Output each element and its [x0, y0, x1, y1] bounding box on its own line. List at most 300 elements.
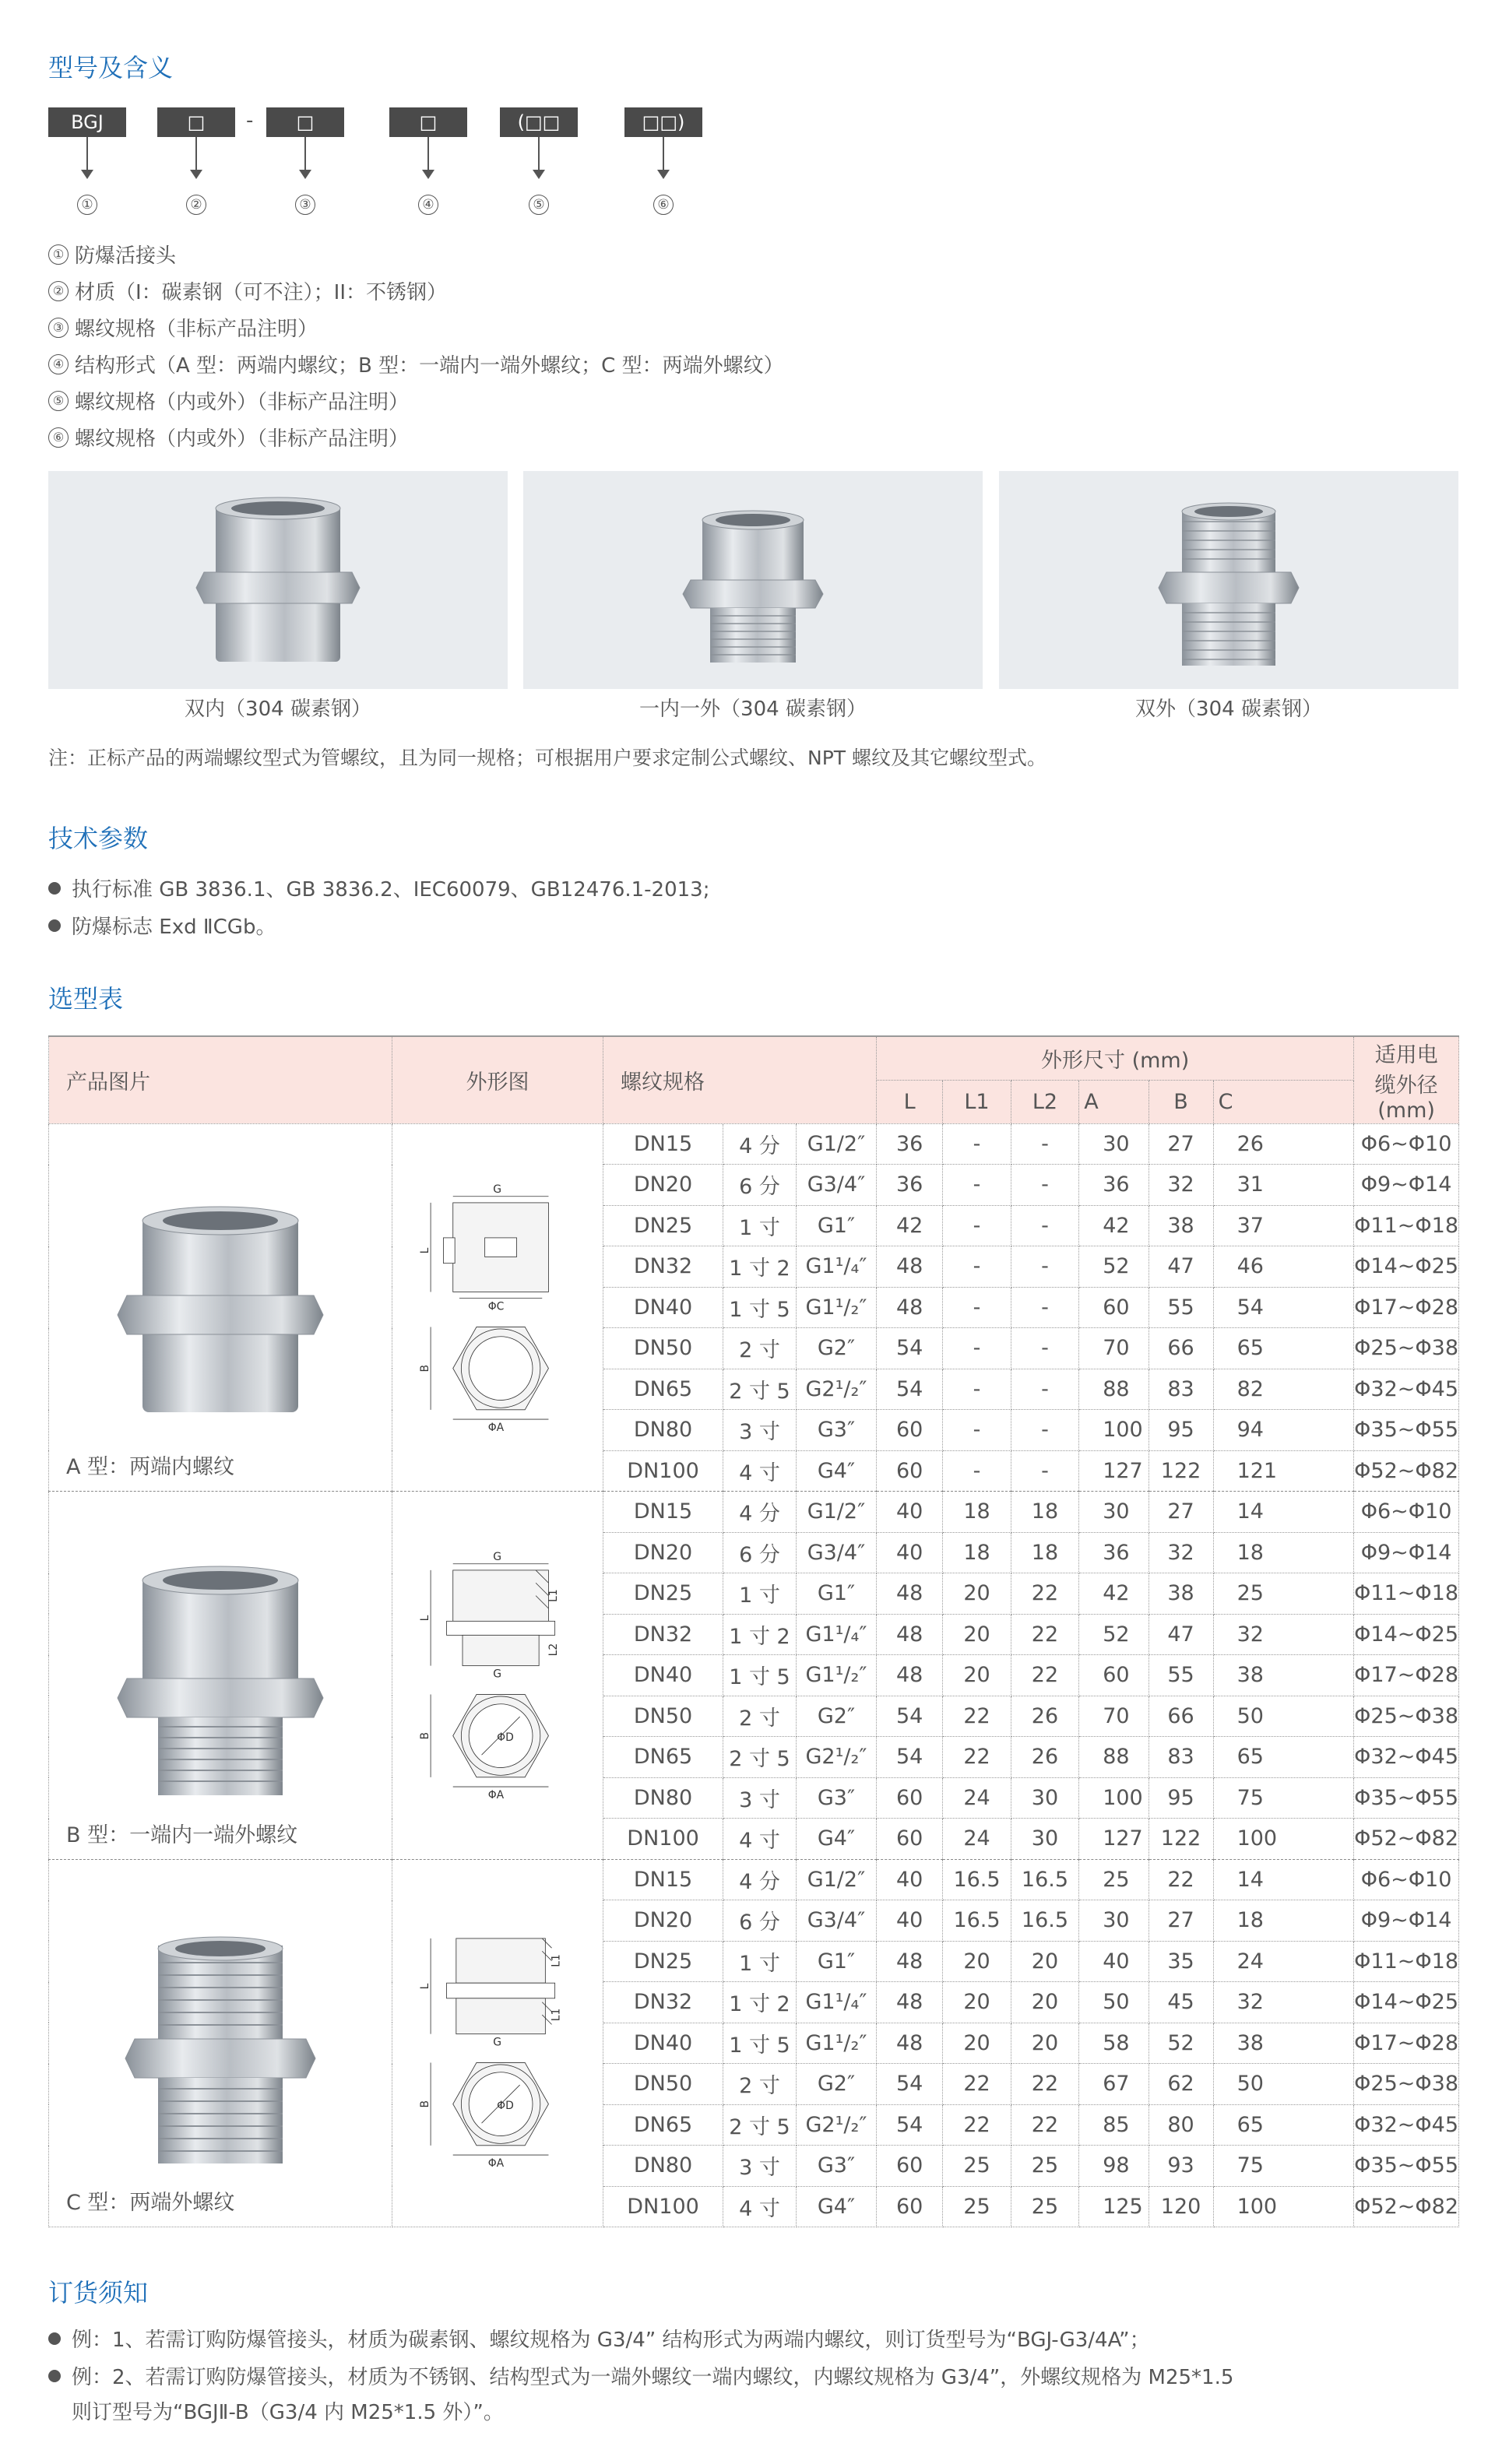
table-cell: 20: [1011, 1982, 1078, 2023]
tech-param-2: 防爆标志 Exd ⅡCGb。: [48, 911, 276, 940]
table-cell: DN15: [603, 1492, 723, 1533]
table-cell: 22: [1149, 1859, 1213, 1900]
table-cell: DN50: [603, 1696, 723, 1737]
product-photo: [49, 1179, 392, 1459]
table-cell: 18: [1011, 1532, 1078, 1573]
table-cell: 25: [1213, 1573, 1354, 1615]
table-cell: 46: [1213, 1246, 1354, 1288]
table-cell: Φ17~Φ28: [1354, 1287, 1459, 1328]
type-caption: B 型：一端内一端外螺纹: [66, 1823, 298, 1847]
code-arrow-line: [663, 137, 664, 171]
table-cell: G4″: [796, 1450, 876, 1492]
table-cell: DN25: [603, 1205, 723, 1246]
table-cell: 40: [877, 1900, 943, 1942]
table-cell: 125: [1079, 2186, 1149, 2227]
table-cell: 3 寸: [723, 1410, 797, 1451]
table-cell: 18: [1213, 1900, 1354, 1942]
table-cell: 47: [1149, 1246, 1213, 1288]
product-photo: [49, 1914, 392, 2195]
table-cell: G1¹/₂″: [796, 1655, 876, 1696]
table-cell: 42: [877, 1205, 943, 1246]
header-drawing: 外形图: [392, 1036, 603, 1123]
table-cell: 25: [1011, 2146, 1078, 2187]
table-cell: 2 寸: [723, 1696, 797, 1737]
table-cell: 22: [943, 1737, 1011, 1778]
table-cell: 22: [1011, 2064, 1078, 2105]
table-cell: 20: [1011, 1941, 1078, 1982]
table-cell: 60: [877, 1819, 943, 1860]
table-cell: 54: [877, 1369, 943, 1410]
outline-drawing-cell: [392, 1123, 603, 1492]
table-cell: 1 寸: [723, 1205, 797, 1246]
table-cell: DN100: [603, 2186, 723, 2227]
table-cell: Φ17~Φ28: [1354, 1655, 1459, 1696]
table-cell: 40: [877, 1492, 943, 1533]
table-cell: 26: [1011, 1696, 1078, 1737]
table-cell: DN20: [603, 1165, 723, 1206]
table-cell: Φ52~Φ82: [1354, 1819, 1459, 1860]
table-cell: G1″: [796, 1941, 876, 1982]
table-cell: 100: [1079, 1777, 1149, 1819]
table-row: [49, 1859, 1459, 1900]
table-cell: 4 分: [723, 1859, 797, 1900]
table-cell: 1 寸: [723, 1573, 797, 1615]
svg-text:L: L: [418, 1615, 431, 1622]
table-cell: 30: [1011, 1777, 1078, 1819]
svg-text:L2: L2: [547, 1643, 561, 1657]
svg-text:L1: L1: [550, 2008, 563, 2021]
table-cell: 1 寸 2: [723, 1982, 797, 2023]
table-cell: 4 寸: [723, 1819, 797, 1860]
outline-drawing: [392, 1523, 603, 1834]
table-cell: G4″: [796, 2186, 876, 2227]
type-caption: C 型：两端外螺纹: [66, 2191, 235, 2215]
svg-text:B: B: [418, 1732, 431, 1740]
table-cell: 48: [877, 1287, 943, 1328]
table-cell: 18: [943, 1492, 1011, 1533]
photo-caption-2: 一内一外（304 碳素钢）: [639, 698, 867, 721]
header-col-A: A: [1079, 1080, 1149, 1123]
table-cell: 50: [1213, 1696, 1354, 1737]
table-cell: -: [943, 1165, 1011, 1206]
code-arrow-line: [538, 137, 540, 171]
table-cell: 16.5: [1011, 1900, 1078, 1942]
table-cell: DN65: [603, 1369, 723, 1410]
header-dims: 外形尺寸 (mm): [877, 1036, 1354, 1080]
note-text: 注：正标产品的两端螺纹型式为管螺纹，且为同一规格；可根据用户要求定制公式螺纹、NPT 螺纹及其它螺纹型式。: [48, 747, 1046, 769]
table-cell: DN25: [603, 1573, 723, 1615]
table-cell: 65: [1213, 2104, 1354, 2146]
table-cell: 45: [1149, 1982, 1213, 2023]
table-cell: G3/4″: [796, 1900, 876, 1942]
svg-text:B: B: [418, 2100, 431, 2108]
table-cell: 25: [1011, 2186, 1078, 2227]
table-cell: 30: [1079, 1123, 1149, 1165]
product-photo: [49, 1546, 392, 1826]
table-cell: 100: [1213, 1819, 1354, 1860]
table-cell: 6 分: [723, 1165, 797, 1206]
table-cell: -: [1011, 1246, 1078, 1288]
table-cell: G3″: [796, 1410, 876, 1451]
order-note-3: 则订型号为“BGJⅡ-B（G3/4 内 M25*1.5 外）”。: [72, 2401, 504, 2424]
table-cell: Φ32~Φ45: [1354, 1369, 1459, 1410]
table-cell: 50: [1079, 1982, 1149, 2023]
table-cell: 24: [943, 1777, 1011, 1819]
table-cell: 14: [1213, 1859, 1354, 1900]
table-cell: G1¹/₄″: [796, 1614, 876, 1655]
table-cell: 40: [877, 1859, 943, 1900]
table-cell: DN32: [603, 1614, 723, 1655]
outline-drawing: [392, 1155, 603, 1467]
table-cell: 25: [943, 2186, 1011, 2227]
table-cell: 2 寸: [723, 1328, 797, 1369]
table-cell: Φ52~Φ82: [1354, 1450, 1459, 1492]
table-cell: 26: [1011, 1737, 1078, 1778]
table-cell: 82: [1213, 1369, 1354, 1410]
table-cell: G2″: [796, 1328, 876, 1369]
photo-double-female: [48, 471, 508, 689]
table-cell: 24: [1213, 1941, 1354, 1982]
table-cell: 18: [1213, 1532, 1354, 1573]
svg-text:B: B: [418, 1364, 431, 1373]
table-cell: Φ11~Φ18: [1354, 1573, 1459, 1615]
table-cell: 2 寸 5: [723, 1369, 797, 1410]
table-cell: G2¹/₂″: [796, 2104, 876, 2146]
table-cell: 60: [877, 1410, 943, 1451]
table-cell: 20: [1011, 2023, 1078, 2064]
table-cell: 22: [1011, 2104, 1078, 2146]
svg-text:L: L: [418, 1983, 431, 1989]
table-cell: 95: [1149, 1410, 1213, 1451]
code-box-4: □: [389, 107, 467, 137]
table-cell: -: [943, 1450, 1011, 1492]
arrow-down-icon: [422, 170, 434, 179]
header-col-L2: L2: [1011, 1080, 1078, 1123]
table-cell: 36: [877, 1123, 943, 1165]
order-note-2: 例：2、若需订购防爆管接头，材质为不锈钢、结构型式为一端外螺纹一端内螺纹，内螺纹规格为 G3/4”，外螺纹规格为 M25*1.5: [48, 2361, 1233, 2390]
table-cell: 75: [1213, 2146, 1354, 2187]
order-note-1: 例：1、若需订购防爆管接头，材质为碳素钢、螺纹规格为 G3/4” 结构形式为两端内螺纹，则订货型号为“BGJ-G3/4A”；: [48, 2324, 1150, 2353]
table-cell: 54: [877, 1696, 943, 1737]
table-cell: DN40: [603, 1287, 723, 1328]
table-cell: 40: [1079, 1941, 1149, 1982]
table-cell: G3/4″: [796, 1532, 876, 1573]
table-cell: DN50: [603, 2064, 723, 2105]
section-title-selection: 选型表: [48, 984, 124, 1014]
code-number-4: ④: [418, 195, 438, 215]
table-cell: 22: [1011, 1655, 1078, 1696]
table-cell: 42: [1079, 1205, 1149, 1246]
table-cell: 31: [1213, 1165, 1354, 1206]
table-cell: 83: [1149, 1737, 1213, 1778]
table-cell: 95: [1149, 1777, 1213, 1819]
table-cell: G2¹/₂″: [796, 1369, 876, 1410]
table-cell: Φ52~Φ82: [1354, 2186, 1459, 2227]
table-cell: -: [943, 1369, 1011, 1410]
table-cell: 52: [1079, 1614, 1149, 1655]
svg-text:G: G: [493, 1183, 502, 1196]
arrow-down-icon: [533, 170, 545, 179]
table-cell: 6 分: [723, 1900, 797, 1942]
table-cell: 20: [943, 1941, 1011, 1982]
table-cell: 18: [1011, 1492, 1078, 1533]
table-cell: G3″: [796, 1777, 876, 1819]
table-cell: 6 分: [723, 1532, 797, 1573]
table-cell: -: [943, 1287, 1011, 1328]
table-cell: 32: [1149, 1165, 1213, 1206]
table-cell: 25: [943, 2146, 1011, 2187]
table-cell: 48: [877, 1941, 943, 1982]
table-cell: 16.5: [943, 1900, 1011, 1942]
table-cell: 36: [1079, 1532, 1149, 1573]
table-cell: Φ9~Φ14: [1354, 1900, 1459, 1942]
meaning-5: ⑤ 螺纹规格（内或外）（非标产品注明）: [48, 386, 409, 415]
table-cell: 40: [877, 1532, 943, 1573]
table-cell: 60: [1079, 1655, 1149, 1696]
outline-drawing: [392, 1891, 603, 2202]
code-box-1: BGJ: [48, 107, 126, 137]
table-cell: 85: [1079, 2104, 1149, 2146]
table-cell: DN32: [603, 1982, 723, 2023]
photo-caption-3: 双外（304 碳素钢）: [1135, 698, 1322, 721]
table-cell: Φ11~Φ18: [1354, 1205, 1459, 1246]
table-cell: 88: [1079, 1737, 1149, 1778]
table-cell: 1 寸 5: [723, 1287, 797, 1328]
table-cell: 22: [943, 2064, 1011, 2105]
table-cell: DN40: [603, 2023, 723, 2064]
table-cell: 1 寸: [723, 1941, 797, 1982]
table-cell: 38: [1149, 1573, 1213, 1615]
table-cell: -: [1011, 1123, 1078, 1165]
svg-text:ΦD: ΦD: [497, 1731, 514, 1745]
table-cell: 38: [1213, 1655, 1354, 1696]
meaning-6: ⑥ 螺纹规格（内或外）（非标产品注明）: [48, 423, 409, 452]
table-cell: -: [943, 1123, 1011, 1165]
photo-caption-1: 双内（304 碳素钢）: [185, 698, 371, 721]
svg-text:ΦA: ΦA: [487, 2156, 505, 2170]
table-cell: 60: [1079, 1287, 1149, 1328]
table-cell: 98: [1079, 2146, 1149, 2187]
table-cell: Φ32~Φ45: [1354, 2104, 1459, 2146]
table-cell: 18: [943, 1532, 1011, 1573]
table-cell: 16.5: [943, 1859, 1011, 1900]
table-cell: G2¹/₂″: [796, 1737, 876, 1778]
table-cell: 60: [877, 1777, 943, 1819]
table-cell: -: [1011, 1369, 1078, 1410]
table-cell: 30: [1079, 1492, 1149, 1533]
product-image-cell: [49, 1859, 392, 2227]
table-row: [49, 1492, 1459, 1533]
table-cell: 60: [877, 1450, 943, 1492]
svg-text:L1: L1: [550, 1953, 563, 1967]
table-cell: 58: [1079, 2023, 1149, 2064]
table-cell: 3 寸: [723, 2146, 797, 2187]
table-cell: 67: [1079, 2064, 1149, 2105]
table-cell: 47: [1149, 1614, 1213, 1655]
table-cell: -: [1011, 1410, 1078, 1451]
header-cable: 适用电缆外径 (mm): [1354, 1036, 1459, 1123]
table-cell: 100: [1213, 2186, 1354, 2227]
svg-text:G: G: [493, 1668, 502, 1681]
table-cell: G1/2″: [796, 1859, 876, 1900]
table-cell: 60: [877, 2146, 943, 2187]
table-cell: 35: [1149, 1941, 1213, 1982]
table-cell: DN25: [603, 1941, 723, 1982]
section-title-order: 订货须知: [48, 2278, 149, 2308]
table-cell: 48: [877, 2023, 943, 2064]
section-title-model: 型号及含义: [48, 53, 174, 83]
table-cell: 52: [1149, 2023, 1213, 2064]
table-cell: 16.5: [1011, 1859, 1078, 1900]
table-cell: G1/2″: [796, 1123, 876, 1165]
table-cell: DN80: [603, 2146, 723, 2187]
table-cell: -: [943, 1246, 1011, 1288]
code-number-5: ⑤: [529, 195, 549, 215]
table-cell: 120: [1149, 2186, 1213, 2227]
svg-text:ΦD: ΦD: [497, 2099, 514, 2112]
table-cell: DN100: [603, 1819, 723, 1860]
code-box-3: □: [266, 107, 344, 137]
code-number-2: ②: [186, 195, 206, 215]
table-cell: Φ35~Φ55: [1354, 1777, 1459, 1819]
header-col-B: B: [1149, 1080, 1213, 1123]
table-cell: 55: [1149, 1287, 1213, 1328]
code-box-6: □□): [624, 107, 702, 137]
meaning-2: ② 材质（I：碳素钢（可不注）；II：不锈钢）: [48, 276, 447, 305]
table-cell: Φ9~Φ14: [1354, 1165, 1459, 1206]
header-photo: 产品图片: [49, 1036, 392, 1123]
table-cell: 88: [1079, 1369, 1149, 1410]
table-cell: 2 寸 5: [723, 1737, 797, 1778]
table-cell: 22: [1011, 1614, 1078, 1655]
header-col-L1: L1: [943, 1080, 1011, 1123]
table-cell: 80: [1149, 2104, 1213, 2146]
table-cell: 32: [1149, 1532, 1213, 1573]
table-cell: 26: [1213, 1123, 1354, 1165]
code-arrow-line: [427, 137, 429, 171]
table-cell: Φ25~Φ38: [1354, 2064, 1459, 2105]
table-cell: DN15: [603, 1123, 723, 1165]
code-arrow-line: [195, 137, 197, 171]
selection-table: [48, 1035, 1459, 2227]
table-cell: 75: [1213, 1777, 1354, 1819]
table-cell: DN40: [603, 1655, 723, 1696]
svg-text:ΦC: ΦC: [487, 1299, 505, 1313]
table-cell: 70: [1079, 1696, 1149, 1737]
table-cell: Φ35~Φ55: [1354, 1410, 1459, 1451]
svg-text:ΦA: ΦA: [487, 1788, 505, 1801]
table-cell: Φ32~Φ45: [1354, 1737, 1459, 1778]
meaning-3: ③ 螺纹规格（非标产品注明）: [48, 313, 318, 342]
table-cell: 83: [1149, 1369, 1213, 1410]
table-cell: 20: [943, 1982, 1011, 2023]
table-cell: DN100: [603, 1450, 723, 1492]
table-cell: 20: [943, 2023, 1011, 2064]
tech-param-1: 执行标准 GB 3836.1、GB 3836.2、IEC60079、GB12476.1-2013;: [48, 873, 709, 902]
table-cell: G3/4″: [796, 1165, 876, 1206]
table-cell: -: [1011, 1205, 1078, 1246]
code-arrow-line: [86, 137, 88, 171]
table-cell: 1 寸 5: [723, 1655, 797, 1696]
table-cell: DN20: [603, 1900, 723, 1942]
table-cell: 36: [1079, 1165, 1149, 1206]
table-cell: G1¹/₄″: [796, 1246, 876, 1288]
table-cell: 127: [1079, 1819, 1149, 1860]
table-cell: Φ17~Φ28: [1354, 2023, 1459, 2064]
table-cell: DN32: [603, 1246, 723, 1288]
table-cell: -: [943, 1205, 1011, 1246]
table-cell: 65: [1213, 1737, 1354, 1778]
section-title-tech: 技术参数: [48, 824, 149, 853]
photo-female-male: [523, 471, 983, 689]
table-cell: DN65: [603, 2104, 723, 2146]
table-cell: Φ14~Φ25: [1354, 1982, 1459, 2023]
table-cell: Φ14~Φ25: [1354, 1246, 1459, 1288]
table-row: [49, 1123, 1459, 1165]
arrow-down-icon: [299, 170, 311, 179]
table-cell: 48: [877, 1614, 943, 1655]
table-cell: -: [943, 1328, 1011, 1369]
table-cell: 50: [1213, 2064, 1354, 2105]
table-cell: G2″: [796, 2064, 876, 2105]
table-cell: 22: [943, 2104, 1011, 2146]
table-cell: -: [1011, 1165, 1078, 1206]
table-cell: 20: [943, 1655, 1011, 1696]
code-arrow-line: [304, 137, 306, 171]
table-cell: 1 寸 2: [723, 1614, 797, 1655]
table-cell: 36: [877, 1165, 943, 1206]
table-cell: G1″: [796, 1205, 876, 1246]
arrow-down-icon: [657, 170, 670, 179]
svg-text:G: G: [493, 2035, 502, 2048]
table-cell: 48: [877, 1573, 943, 1615]
table-cell: 2 寸: [723, 2064, 797, 2105]
table-cell: 127: [1079, 1450, 1149, 1492]
table-cell: 22: [1011, 1573, 1078, 1615]
table-cell: DN50: [603, 1328, 723, 1369]
table-cell: 66: [1149, 1328, 1213, 1369]
table-cell: 1 寸 2: [723, 1246, 797, 1288]
table-cell: 4 分: [723, 1123, 797, 1165]
table-cell: 27: [1149, 1123, 1213, 1165]
table-cell: 24: [943, 1819, 1011, 1860]
table-cell: 122: [1149, 1450, 1213, 1492]
table-cell: 1 寸 5: [723, 2023, 797, 2064]
table-cell: 54: [877, 2104, 943, 2146]
meaning-1: ① 防爆活接头: [48, 240, 176, 269]
table-cell: 22: [943, 1696, 1011, 1737]
type-caption: A 型：两端内螺纹: [66, 1455, 235, 1479]
header-col-L: L: [877, 1080, 943, 1123]
table-cell: 32: [1213, 1982, 1354, 2023]
table-cell: G2″: [796, 1696, 876, 1737]
table-cell: DN65: [603, 1737, 723, 1778]
outline-drawing-cell: [392, 1859, 603, 2227]
table-cell: 20: [943, 1573, 1011, 1615]
table-cell: 38: [1213, 2023, 1354, 2064]
svg-text:L: L: [418, 1247, 431, 1253]
table-cell: 122: [1149, 1819, 1213, 1860]
table-cell: 52: [1079, 1246, 1149, 1288]
table-cell: Φ6~Φ10: [1354, 1859, 1459, 1900]
meaning-4: ④ 结构形式（A 型：两端内螺纹；B 型：一端内一端外螺纹；C 型：两端外螺纹）: [48, 350, 784, 378]
table-cell: DN80: [603, 1410, 723, 1451]
table-cell: -: [1011, 1328, 1078, 1369]
table-cell: Φ6~Φ10: [1354, 1492, 1459, 1533]
code-box-5: (□□: [500, 107, 578, 137]
table-cell: 27: [1149, 1492, 1213, 1533]
table-cell: 27: [1149, 1900, 1213, 1942]
